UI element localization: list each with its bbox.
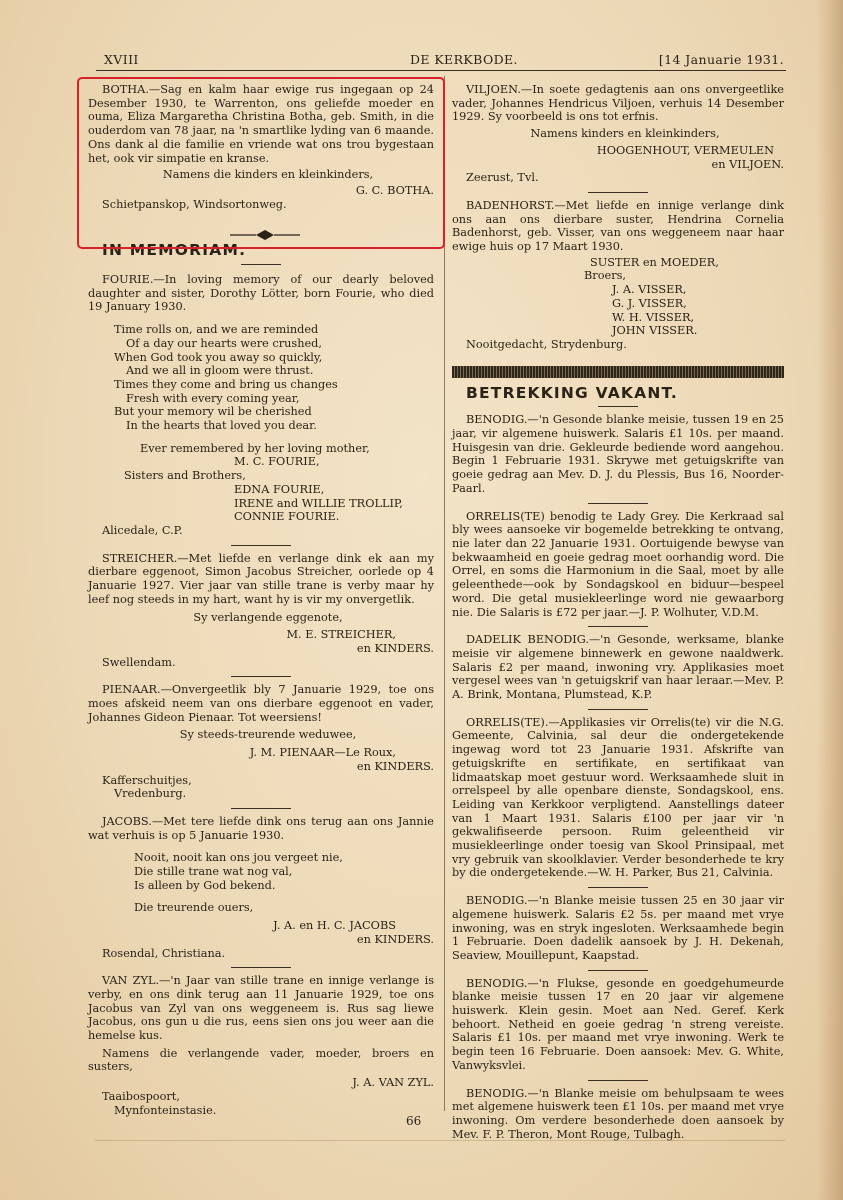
- notice-viljoen-place: Zeerust, Tvl.: [466, 171, 539, 185]
- notice-fourie-place: Alicedale, C.P.: [102, 523, 183, 537]
- separator-rule: [588, 1080, 648, 1081]
- right-column: [452, 83, 784, 1141]
- notice-fourie-sister: IRENE and WILLIE TROLLIP,: [234, 496, 403, 510]
- notice-fourie-poem: [114, 323, 434, 433]
- header-rule: [96, 70, 786, 71]
- notice-pienaar-text: PIENAAR.—Onvergeetlik bly 7 Januarie 1929, toe ons moes afskeid neem van ons dierbare eggenoot en vader, Johannes Gideon Pienaar. Tot weersiens!: [88, 683, 434, 724]
- heading-underline: [598, 406, 638, 407]
- poem-line: Time rolls on, and we are reminded: [114, 323, 319, 337]
- notice-pienaar: [88, 683, 434, 801]
- notice-badenhorst-text: BADENHORST.—Met liefde en innige verlange dink ons aan ons dierbare suster, Hendrina Cornelia Badenhorst, geb. Visser, van ons weggeneem naar haar ewige huis op 17 Maart 1930.: [452, 198, 784, 254]
- notice-streicher-sig2: en KINDERS.: [356, 641, 434, 655]
- notice-streicher-sig1: M. E. STREICHER,: [286, 628, 396, 642]
- separator-rule: [588, 626, 648, 627]
- notice-badenhorst-brother: J. A. VISSER,: [612, 283, 687, 297]
- poem-line: Nooit, nooit kan ons jou vergeet nie,: [134, 851, 343, 865]
- notice-pienaar-sig2: en KINDERS.: [356, 759, 434, 773]
- notice-vanzyl-text: VAN ZYL.—'n Jaar van stille trane en innige verlange is verby, en ons dink terug aan 11 Januarie 1929, toe ons Jacobus van Zyl van ons weggeneem is. Rus sag liewe Jacobus, ons gun u die rus, eens sien ons jou weer aan die hemelse kus.: [88, 974, 434, 1043]
- notice-badenhorst: [452, 199, 784, 352]
- highlight-box: [77, 77, 445, 249]
- notice-fourie-sister: CONNIE FOURIE.: [234, 510, 340, 524]
- notice-badenhorst-sig1: SUSTER en MOEDER,: [590, 255, 719, 269]
- notice-viljoen: [452, 83, 784, 185]
- notice-jacobs-place: Rosendal, Christiana.: [102, 946, 226, 960]
- poem-line: In the hearts that loved you dear.: [126, 419, 317, 433]
- ad-paragraph: ORRELIS(TE) benodig te Lady Grey. Die Kerkraad sal bly wees aansoeke vir bogemelde betrekking te ontvang, nie later dan 22 Januarie 1931. Oortuigende bewyse van bekwaamheid en goeie gedrag moet oorhandig word. Die Orrel, en soms die Harmonium in die Saal, moet by alle geleenthede—ook by Sondagskool en biduur—bespeel word. Die getal musiekleerlinge word nie gewaarborg nie. Die Salaris is £72 per jaar.—J. P. Wolhuter, V.D.M.: [452, 509, 784, 619]
- notice-fourie-closing: Ever remembered by her loving mother,: [140, 441, 370, 455]
- notice-pienaar-place: Kafferschuitjes,: [102, 773, 192, 787]
- notice-botha-closing: Namens die kinders en kleinkinders,: [162, 168, 374, 182]
- poem-line: Of a day our hearts were crushed,: [126, 336, 323, 350]
- notice-jacobs: [88, 815, 434, 960]
- notice-vanzyl-place: Mynfonteinstasie.: [114, 1103, 217, 1117]
- heading-in-memoriam: IN MEMORIAM.: [102, 241, 247, 260]
- page-fold: [95, 1140, 785, 1141]
- separator-rule: [588, 503, 648, 504]
- notice-viljoen-sig2: en VILJOEN.: [711, 157, 784, 171]
- notice-vanzyl-closing: Namens die verlangende vader, moeder, broers en susters,: [88, 1046, 434, 1074]
- notice-streicher-closing: Sy verlangende eggenote,: [193, 610, 343, 624]
- header-date: [14 Januarie 1931.: [658, 52, 784, 67]
- separator-rule: [231, 808, 291, 809]
- heading-betrekking-vakant: BETREKKING VAKANT.: [466, 383, 679, 402]
- notice-botha-text: BOTHA.—Sag en kalm haar ewige rus ingegaan op 24 Desember 1930, te Warrenton, ons geliefde moeder en ouma, Eliza Margaretha Christina Botha, geb. Smith, in die ouderdom van 78 jaar, na 'n smartlike lyding van 6 maande. Ons dank al die familie en vriende wat ons trou bygestaan het, ook vir simpatie en kranse.: [88, 83, 434, 165]
- ad-paragraph: BENODIG.—'n Gesonde blanke meisie, tussen 19 en 25 jaar, vir algemene huiswerk. Salaris £1 10s. per maand. Huisgesin van drie. Gekleurde bediende word aangehou. Begin 1 Februarie 1931. Skrywe met getuigskrifte van goeie gedrag aan Mev. D. J. du Plessis, Bus 16, Noorder-Paarl.: [452, 413, 784, 495]
- notice-pienaar-closing: Sy steeds-treurende weduwee,: [179, 728, 357, 742]
- poem-line: When God took you away so quickly,: [114, 350, 323, 364]
- poem-line: But your memory wil be cherished: [114, 405, 312, 419]
- notice-viljoen-sig1: HOOGENHOUT, VERMEULEN: [596, 143, 774, 157]
- notice-streicher-text: STREICHER.—Met liefde en verlange dink ek aan my dierbare eggenoot, Simon Jacobus Streicher, oorlede op 4 Januarie 1927. Vier jaar van stille trane is verby maar hy leef nog steeds in my hart, want hy is vir my onvergetlik.: [88, 551, 434, 606]
- notice-botha-place: Schietpanskop, Windsortonweg.: [102, 197, 287, 211]
- notice-fourie-mother: M. C. FOURIE,: [234, 455, 320, 469]
- ornament-divider-icon: [230, 229, 300, 241]
- notice-fourie: [88, 273, 434, 538]
- page-edge-shadow: [817, 0, 843, 1200]
- notice-jacobs-text: JACOBS.—Met tere liefde dink ons terug aan ons Jannie wat verhuis is op 5 Januarie 1930.: [88, 814, 434, 842]
- notice-jacobs-closing: Die treurende ouers,: [134, 901, 254, 915]
- hatched-divider: [452, 366, 784, 378]
- page-number: 66: [406, 1114, 422, 1128]
- notice-badenhorst-brother: W. H. VISSER,: [612, 310, 695, 324]
- ad-paragraph: BENODIG.—'n Flukse, gesonde en goedgehumeurde blanke meisie tussen 17 en 20 jaar vir algemene huiswerk. Klein gesin. Moet aan Ned. Geref. Kerk behoort. Netheid en goeie gedrag 'n streng vereiste. Salaris £1 10s. per maand met vrye inwoning. Werk te begin teen 16 Februarie. Doen aansoek: Mev. G. White, Vanwyksvlei.: [452, 976, 784, 1072]
- poem-line: Times they come and bring us changes: [114, 377, 338, 391]
- page-header: [104, 52, 784, 70]
- separator-rule: [588, 970, 648, 971]
- poem-line: Is alleen by God bekend.: [134, 878, 276, 892]
- notice-fourie-sisters-label: Sisters and Brothers,: [124, 469, 246, 483]
- poem-line: Die stille trane wat nog val,: [134, 865, 293, 879]
- separator-rule: [588, 192, 648, 193]
- notice-badenhorst-brother: G. J. VISSER,: [612, 296, 687, 310]
- notice-jacobs-poem: [134, 851, 434, 892]
- notice-streicher-place: Swellendam.: [102, 655, 176, 669]
- notice-viljoen-closing: Namens kinders en kleinkinders,: [530, 127, 720, 141]
- header-publication-title: DE KERKBODE.: [410, 52, 518, 67]
- notice-badenhorst-sig2: Broers,: [584, 269, 626, 283]
- poem-line: And we all in gloom were thrust.: [126, 364, 314, 378]
- notice-botha-signature: G. C. BOTHA.: [355, 183, 434, 197]
- ad-paragraph: ORRELIS(TE).—Applikasies vir Orrelis(te) vir die N.G. Gemeente, Calvinia, sal deur die ondergetekende ingewag word tot 23 Januarie 1931. Afskrifte van getuigskrifte en sertifikate, en sertifikaat van lidmaatskap moet gestuur word. Werksaamhede sluit in orrelspeel by alle openbare dienste, Sondagskool, ens. Leiding van Kerkkoor verpligtend. Aanstellings dateer van 1 Maart 1931. Salaris £100 per jaar vir 'n gekwalifiseerde persoon. Ruim geleentheid vir musiekleerlinge onder toesig van Skool Prinsipaal, met vry gebruik van skoolklavier. Verder besonderhede te kry by die ondergetekende.—W. H. Parker, Bus 21, Calvinia.: [452, 715, 784, 880]
- ad-paragraph: BENODIG.—'n Blanke meisie om behulpsaam te wees met algemene huiswerk teen £1 10s. per maand met vrye inwoning. Om verdere besonderhede doen aansoek by Mev. F. P. Theron, Mont Rouge, Tulbagh.: [452, 1086, 784, 1141]
- notice-jacobs-sig2: en KINDERS.: [356, 932, 434, 946]
- poem-line: Fresh with every coming year,: [126, 391, 300, 405]
- notice-pienaar-sig1: J. M. PIENAAR—Le Roux,: [249, 746, 396, 760]
- separator-rule: [231, 545, 291, 546]
- separator-rule: [231, 676, 291, 677]
- notice-vanzyl-signature: J. A. VAN ZYL.: [352, 1076, 434, 1090]
- separator-rule: [588, 709, 648, 710]
- notice-vanzyl: [88, 974, 434, 1117]
- separator-rule: [231, 967, 291, 968]
- notice-badenhorst-brother: JOHN VISSER.: [612, 324, 698, 338]
- header-section-number: XVIII: [104, 52, 139, 67]
- separator-rule: [588, 887, 648, 888]
- notice-fourie-sister: EDNA FOURIE,: [234, 482, 325, 496]
- ad-paragraph: BENODIG.—'n Blanke meisie tussen 25 en 30 jaar vir algemene huiswerk. Salaris £2 5s. per maand met vrye inwoning, was en stryk ingesloten. Werksaamhede begin 1 Februarie. Doen dadelik aansoek by J. H. Dekenah, Seaview, Mouillepunt, Kaapstad.: [452, 894, 784, 962]
- heading-underline: [241, 264, 281, 265]
- notice-badenhorst-place: Nooitgedacht, Strydenburg.: [466, 337, 627, 351]
- notice-fourie-text: FOURIE.—In loving memory of our dearly beloved daughter and sister, Dorothy Lötter, born Fourie, who died 19 January 1930.: [88, 273, 434, 314]
- ad-paragraph: DADELIK BENODIG.—'n Gesonde, werksame, blanke meisie vir algemene binnewerk en gewone naaldwerk. Salaris £2 per maand, inwoning vry. Applikasies moet vergesel wees van 'n getuigskrif van haar leraar.—Mev. P. A. Brink, Montana, Plumstead, K.P.: [452, 633, 784, 702]
- notice-viljoen-text: VILJOEN.—In soete gedagtenis aan ons onvergeetlike vader, Johannes Hendricus Viljoen, verhuis 14 Desember 1929. Sy voorbeeld is ons tot erfnis.: [452, 83, 784, 124]
- notice-vanzyl-place: Taaibospoort,: [102, 1089, 180, 1103]
- notice-streicher: [88, 552, 434, 670]
- notice-jacobs-sig1: J. A. en H. C. JACOBS: [273, 919, 396, 933]
- notice-pienaar-place: Vredenburg.: [114, 787, 187, 801]
